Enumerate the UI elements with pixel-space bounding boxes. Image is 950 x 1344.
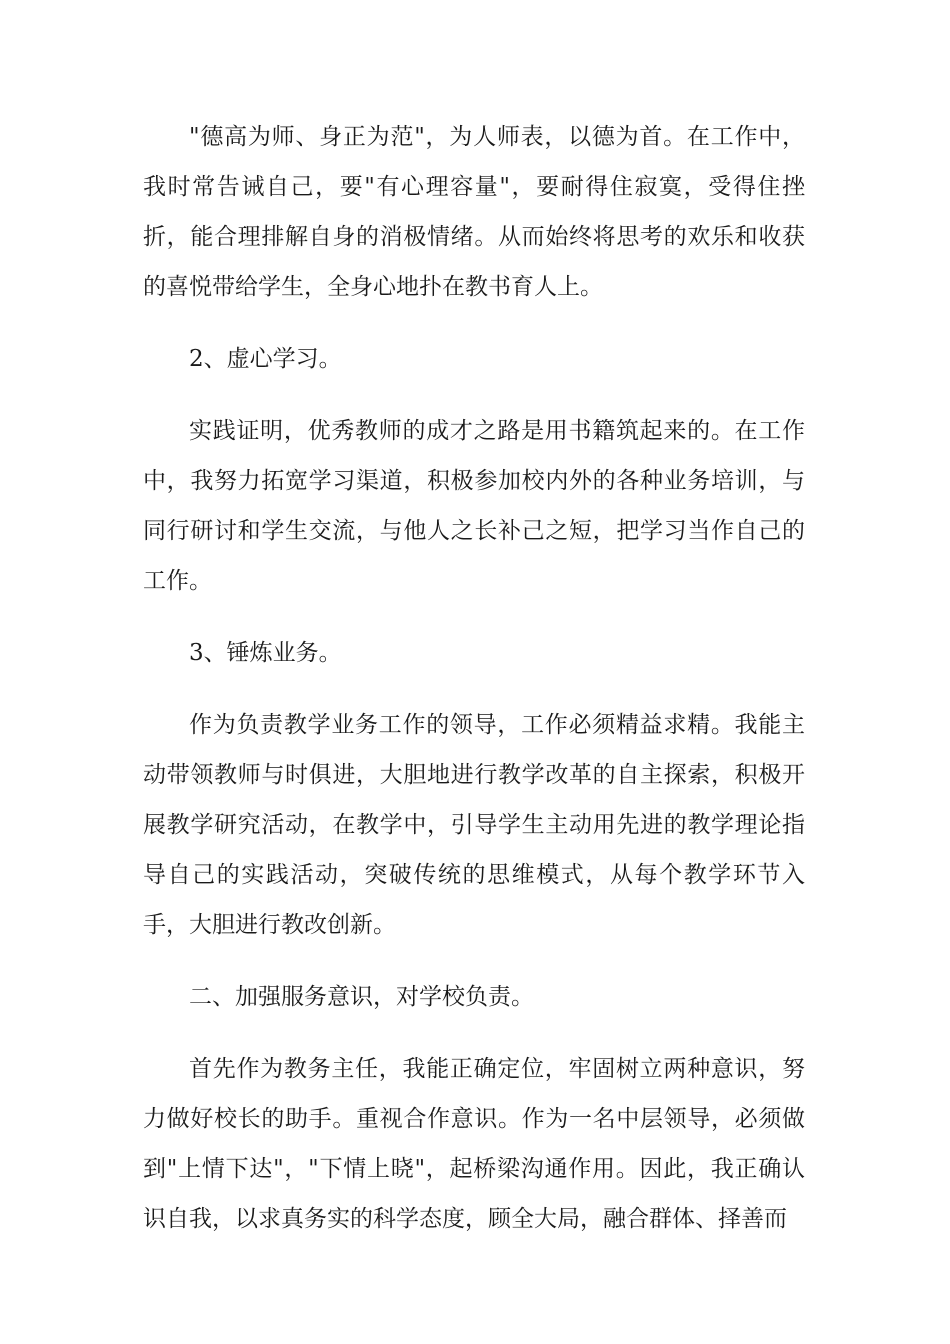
paragraph-skills: 作为负责教学业务工作的领导，工作必须精益求精。我能主动带领教师与时俱进，大胆地进行教学改革的自主探索，积极开展教学研究活动，在教学中，引导学生主动用先进的教学理论指导自己的实践活动，突破传统的思维模式，从每个教学环节入手，大胆进行教改创新。 [143, 712, 805, 938]
paragraph-learning: 实践证明，优秀教师的成才之路是用书籍筑起来的。在工作中，我努力拓宽学习渠道，积极参加校内外的各种业务培训，与同行研讨和学生交流，与他人之长补己之短，把学习当作自己的工作。 [143, 418, 805, 594]
paragraph-service: 首先作为教务主任，我能正确定位，牢固树立两种意识，努力做好校长的助手。重视合作意识。作为一名中层领导，必须做到"上情下达"，"下情上晓"，起桥梁沟通作用。因此，我正确认识自我，以求真务实的科学态度，顾全大局，融合群体、择善而 [143, 1056, 805, 1232]
document-body [143, 112, 805, 1244]
paragraph-ethics: "德高为师、身正为范"，为人师表，以德为首。在工作中，我时常告诫自己，要"有心理容量"，要耐得住寂寞，受得住挫折，能合理排解自身的消极情绪。从而始终将思考的欢乐和收获的喜悦带给学生，全身心地扑在教书育人上。 [143, 124, 805, 300]
heading-humble-learning: 2、虚心学习。 [189, 346, 342, 372]
heading-refine-skills: 3、锤炼业务。 [189, 640, 342, 666]
heading-service-awareness: 二、加强服务意识，对学校负责。 [189, 984, 534, 1010]
